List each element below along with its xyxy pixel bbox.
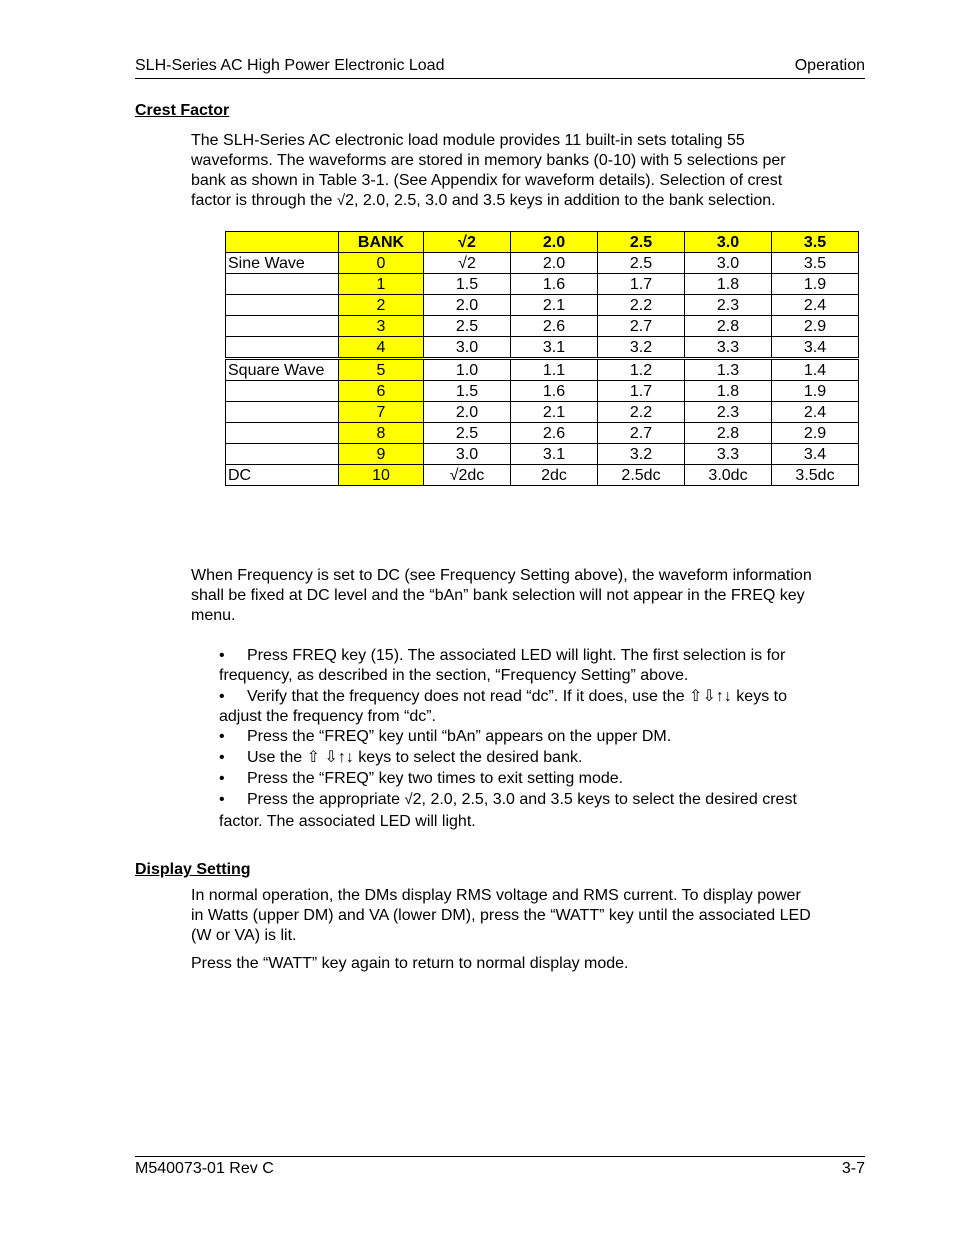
crest-intro-line: The SLH-Series AC electronic load module provides 11 built-in sets totaling 55 — [191, 132, 745, 149]
table-cell: 2dc — [511, 465, 598, 486]
table-cell — [226, 402, 339, 423]
table-cell: 5 — [339, 359, 424, 381]
table-cell: 2.5 — [424, 423, 511, 444]
table-cell: 1.8 — [685, 274, 772, 295]
table-cell: 7 — [339, 402, 424, 423]
sqrt-icon: √ — [404, 791, 413, 808]
table-cell: 2.3 — [685, 295, 772, 316]
table-cell: 8 — [339, 423, 424, 444]
table-cell: 1.9 — [772, 274, 859, 295]
table-cell: 2.2 — [598, 295, 685, 316]
table-cell: 2.7 — [598, 423, 685, 444]
header-title: SLH-Series AC High Power Electronic Load — [135, 57, 445, 74]
crest-intro-text: factor is through the — [191, 192, 337, 209]
bullet-icon: • — [219, 647, 225, 664]
table-cell: 2.1 — [511, 295, 598, 316]
table-cell: 1.2 — [598, 359, 685, 381]
table-cell: 3 — [339, 316, 424, 337]
list-item — [219, 748, 859, 768]
bullet-text: Press the appropriate — [247, 791, 405, 808]
table-cell: √2 — [424, 253, 511, 274]
paragraph-line: in Watts (upper DM) and VA (lower DM), press the “WATT” key until the associated LED — [191, 907, 811, 924]
table-cell: 2.0 — [424, 402, 511, 423]
table-cell: 2.5dc — [598, 465, 685, 486]
table-row — [226, 381, 859, 402]
table-cell: 1.7 — [598, 381, 685, 402]
table-cell: √2dc — [424, 465, 511, 486]
bullet-line — [219, 748, 859, 768]
table-cell: 1.3 — [685, 359, 772, 381]
table-header-cell: 2.0 — [511, 232, 598, 253]
sqrt-icon: √ — [336, 192, 346, 209]
table-row — [226, 274, 859, 295]
crest-intro-line — [191, 191, 863, 211]
bullet-line — [219, 687, 859, 707]
table-cell: 1.5 — [424, 274, 511, 295]
table-cell: 1.9 — [772, 381, 859, 402]
bullet-icon: • — [219, 791, 225, 808]
list-item — [219, 769, 859, 789]
header-section: Operation — [794, 57, 865, 74]
table-cell: 1.8 — [685, 381, 772, 402]
table-cell: 3.1 — [511, 337, 598, 359]
table-row — [226, 316, 859, 337]
table-cell: 2 — [339, 295, 424, 316]
table-row — [226, 359, 859, 381]
paragraph-line: shall be fixed at DC level and the “bAn” bank selection will not appear in the FREQ key — [191, 587, 805, 604]
paragraph-line: Press the “WATT” key again to return to normal display mode. — [191, 955, 629, 972]
table-cell: 3.3 — [685, 444, 772, 465]
crest-intro-text: 2, 2.0, 2.5, 3.0 and 3.5 keys in addition to the bank selection. — [345, 192, 776, 209]
bullet-text: Press FREQ key (15). The associated LED will light. The first selection is for — [247, 647, 786, 664]
table-cell: 1.6 — [511, 274, 598, 295]
bullet-text: Verify that the frequency does not read “dc”. If it does, use the ⇧⇩↑↓ keys to — [247, 688, 787, 705]
table-cell: 3.4 — [772, 337, 859, 359]
paragraph-line: (W or VA) is lit. — [191, 927, 297, 944]
table-row — [226, 444, 859, 465]
table-cell: 3.0dc — [685, 465, 772, 486]
table-header-cell: 3.0 — [685, 232, 772, 253]
crest-intro-line: waveforms. The waveforms are stored in memory banks (0-10) with 5 selections per — [191, 152, 786, 169]
table-cell: 2.0 — [424, 295, 511, 316]
bullet-line — [219, 790, 859, 810]
table-row — [226, 423, 859, 444]
bullet-line: adjust the frequency from “dc”. — [219, 708, 436, 725]
crest-factor-table — [225, 231, 859, 486]
bullet-icon: • — [219, 770, 225, 787]
table-cell: 2.5 — [424, 316, 511, 337]
paragraph-line: In normal operation, the DMs display RMS voltage and RMS current. To display power — [191, 887, 801, 904]
bullet-line: factor. The associated LED will light. — [219, 813, 476, 830]
table-cell: 0 — [339, 253, 424, 274]
table-cell: 2.1 — [511, 402, 598, 423]
crest-intro — [191, 131, 863, 211]
table-cell: 2.8 — [685, 316, 772, 337]
bullet-text: Press the “FREQ” key until “bAn” appears on the upper DM. — [247, 728, 672, 745]
table-cell — [226, 295, 339, 316]
crest-intro-line: bank as shown in Table 3-1. (See Appendix for waveform details). Selection of crest — [191, 172, 783, 189]
paragraph-line: menu. — [191, 607, 236, 624]
table-header-row — [226, 232, 859, 253]
table-cell: 1.4 — [772, 359, 859, 381]
table-cell — [226, 337, 339, 359]
table-cell: Square Wave — [226, 359, 339, 381]
table-cell: 3.3 — [685, 337, 772, 359]
table-header-cell — [226, 232, 339, 253]
table-cell: 2.7 — [598, 316, 685, 337]
table-cell: 1 — [339, 274, 424, 295]
table-cell: 9 — [339, 444, 424, 465]
table-row — [226, 337, 859, 359]
page-header — [135, 56, 865, 79]
table-row — [226, 295, 859, 316]
table-cell: 3.0 — [424, 444, 511, 465]
table-cell: 3.2 — [598, 337, 685, 359]
table-cell: 3.5dc — [772, 465, 859, 486]
crest-factor-heading: Crest Factor — [135, 102, 230, 119]
table-row — [226, 253, 859, 274]
table-cell: 6 — [339, 381, 424, 402]
display-paragraph — [191, 886, 863, 946]
table-header-cell: BANK — [339, 232, 424, 253]
bullet-icon: • — [219, 749, 225, 766]
bullet-line — [219, 769, 859, 789]
table-cell: 1.6 — [511, 381, 598, 402]
table-cell: 2.4 — [772, 402, 859, 423]
table-cell: 2.9 — [772, 423, 859, 444]
list-item — [219, 727, 859, 747]
bullet-line — [219, 646, 859, 666]
dc-frequency-paragraph — [191, 566, 863, 626]
display-setting-heading: Display Setting — [135, 861, 251, 878]
page-footer — [135, 1156, 865, 1181]
document-number: M540073-01 Rev C — [135, 1160, 274, 1177]
page-number: 3-7 — [841, 1160, 865, 1177]
table-cell — [226, 444, 339, 465]
table-header-cell: √2 — [424, 232, 511, 253]
table-cell — [226, 274, 339, 295]
table-cell: 2.9 — [772, 316, 859, 337]
table-header-cell: 3.5 — [772, 232, 859, 253]
table-cell — [226, 423, 339, 444]
table-header-cell: 2.5 — [598, 232, 685, 253]
table-cell: 2.0 — [511, 253, 598, 274]
table-cell — [226, 316, 339, 337]
table-cell: 3.2 — [598, 444, 685, 465]
bullet-icon: • — [219, 728, 225, 745]
table-cell: 2.6 — [511, 316, 598, 337]
table-cell: 3.1 — [511, 444, 598, 465]
table-cell: 2.8 — [685, 423, 772, 444]
table-cell: 1.1 — [511, 359, 598, 381]
table-cell: 1.5 — [424, 381, 511, 402]
table-cell: 4 — [339, 337, 424, 359]
bullet-line: frequency, as described in the section, “Frequency Setting” above. — [219, 667, 689, 684]
table-row — [226, 465, 859, 486]
list-item — [219, 646, 859, 686]
table-cell: 3.0 — [685, 253, 772, 274]
table-cell: 1.0 — [424, 359, 511, 381]
list-item — [219, 687, 859, 727]
table-cell: 3.0 — [424, 337, 511, 359]
table-cell: 1.7 — [598, 274, 685, 295]
table-cell: 2.4 — [772, 295, 859, 316]
bullet-text: 2, 2.0, 2.5, 3.0 and 3.5 keys to select the desired crest — [412, 791, 797, 808]
table-cell: 2.2 — [598, 402, 685, 423]
list-item — [219, 790, 859, 832]
table-cell: 10 — [339, 465, 424, 486]
table-cell: Sine Wave — [226, 253, 339, 274]
display-paragraph — [191, 954, 863, 974]
paragraph-line: When Frequency is set to DC (see Frequency Setting above), the waveform information — [191, 567, 812, 584]
bullet-text: Press the “FREQ” key two times to exit setting mode. — [247, 770, 624, 787]
table-cell: 2.5 — [598, 253, 685, 274]
table-cell: 2.6 — [511, 423, 598, 444]
bullet-text: Use the ⇧ ⇩↑↓ keys to select the desired bank. — [247, 749, 583, 766]
bullet-icon: • — [219, 688, 225, 705]
table-cell: 3.4 — [772, 444, 859, 465]
table-row — [226, 402, 859, 423]
table-cell: DC — [226, 465, 339, 486]
table-cell: 2.3 — [685, 402, 772, 423]
bullet-line — [219, 727, 859, 747]
table-cell: 3.5 — [772, 253, 859, 274]
table-cell — [226, 381, 339, 402]
